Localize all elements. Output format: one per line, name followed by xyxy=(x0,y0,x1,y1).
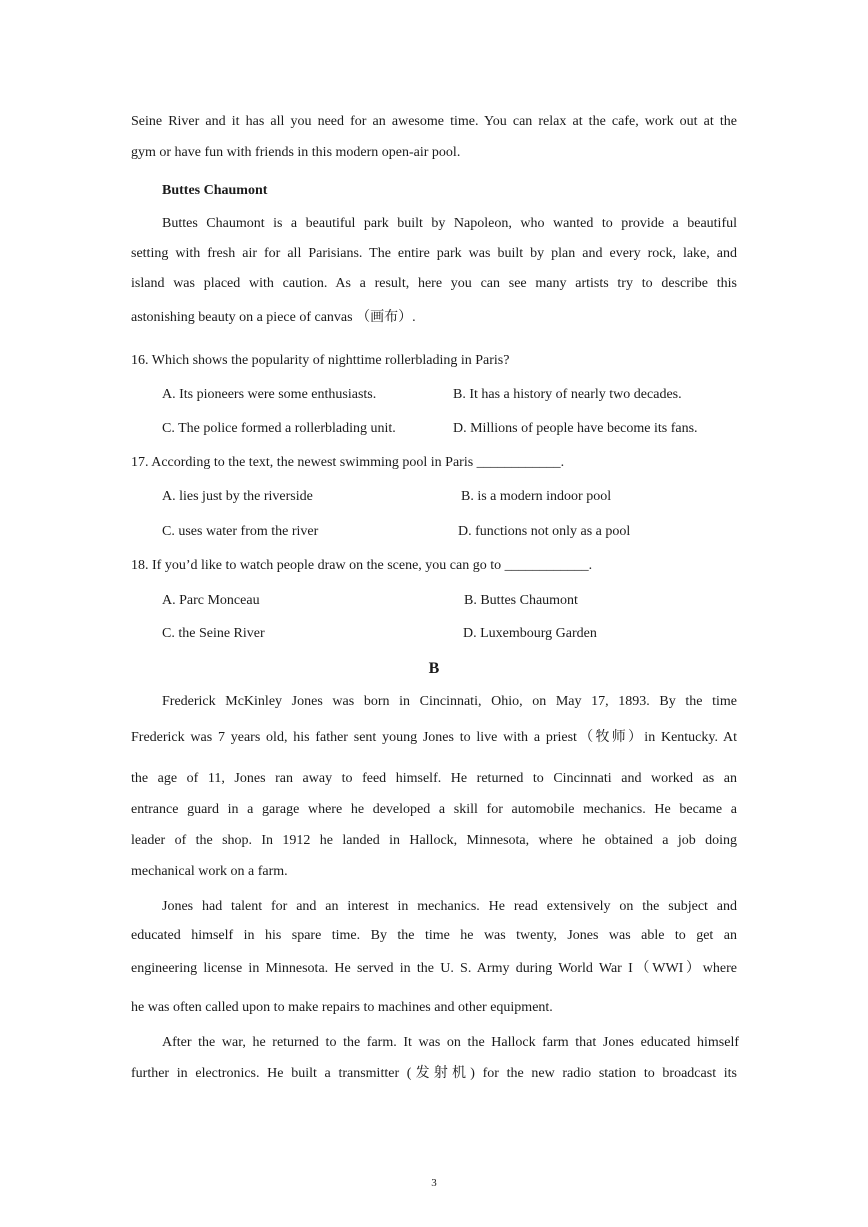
passage-line: Seine River and it has all you need for an awesome time. You can relax at the cafe, work out at the xyxy=(131,114,737,129)
section-heading: Buttes Chaumont xyxy=(162,183,268,198)
passage-line: Buttes Chaumont is a beautiful park built by Napoleon, who wanted to provide a beautiful xyxy=(162,216,737,231)
passage-line: leader of the shop. In 1912 he landed in Hallock, Minnesota, where he obtained a job doing xyxy=(131,833,737,848)
option-a: A. Parc Monceau xyxy=(162,593,260,608)
question-stem: 18. If you’d like to watch people draw on the scene, you can go to ____________. xyxy=(131,558,593,573)
passage-line: mechanical work on a farm. xyxy=(131,864,288,879)
passage-line: gym or have fun with friends in this modern open-air pool. xyxy=(131,145,461,160)
option-c: C. The police formed a rollerblading unit. xyxy=(162,421,396,436)
passage-line: further in electronics. He built a transmitter (发射机) for the new radio station to broadcast its xyxy=(131,1066,737,1081)
option-c: C. the Seine River xyxy=(162,626,265,641)
option-d: D. functions not only as a pool xyxy=(458,524,631,539)
option-b: B. is a modern indoor pool xyxy=(461,489,612,504)
option-d: D. Millions of people have become its fans. xyxy=(453,421,698,436)
option-a: A. Its pioneers were some enthusiasts. xyxy=(162,387,377,402)
option-b: B. Buttes Chaumont xyxy=(464,593,578,608)
passage-line: educated himself in his spare time. By the time he was twenty, Jones was able to get an xyxy=(131,928,737,943)
option-c: C. uses water from the river xyxy=(162,524,319,539)
passage-line: the age of 11, Jones ran away to feed himself. He returned to Cincinnati and worked as an xyxy=(131,771,737,786)
passage-line: he was often called upon to make repairs to machines and other equipment. xyxy=(131,1000,553,1015)
option-b: B. It has a history of nearly two decades. xyxy=(453,387,682,402)
option-d: D. Luxembourg Garden xyxy=(463,626,597,641)
passage-line: island was placed with caution. As a result, here you can see many artists try to describe this xyxy=(131,276,737,291)
section-title: B xyxy=(428,660,440,677)
question-stem: 17. According to the text, the newest swimming pool in Paris ____________. xyxy=(131,455,565,470)
passage-line: setting with fresh air for all Parisians. The entire park was built by plan and every rock, lake, and xyxy=(131,246,737,261)
passage-line: Jones had talent for and an interest in mechanics. He read extensively on the subject and xyxy=(162,899,737,914)
question-stem: 16. Which shows the popularity of nighttime rollerblading in Paris? xyxy=(131,353,510,368)
passage-line: Frederick McKinley Jones was born in Cincinnati, Ohio, on May 17, 1893. By the time xyxy=(162,694,737,709)
passage-line: astonishing beauty on a piece of canvas （画布）. xyxy=(131,310,416,325)
passage-line: engineering license in Minnesota. He served in the U. S. Army during World War I（WWI）where xyxy=(131,961,737,976)
passage-line: entrance guard in a garage where he developed a skill for automobile mechanics. He became a xyxy=(131,802,737,817)
passage-line: After the war, he returned to the farm. It was on the Hallock farm that Jones educated himself xyxy=(162,1035,739,1050)
passage-line: Frederick was 7 years old, his father sent young Jones to live with a priest（牧师）in Kentucky. At xyxy=(131,730,737,745)
option-a: A. lies just by the riverside xyxy=(162,489,313,504)
page-number: 3 xyxy=(431,1177,437,1189)
